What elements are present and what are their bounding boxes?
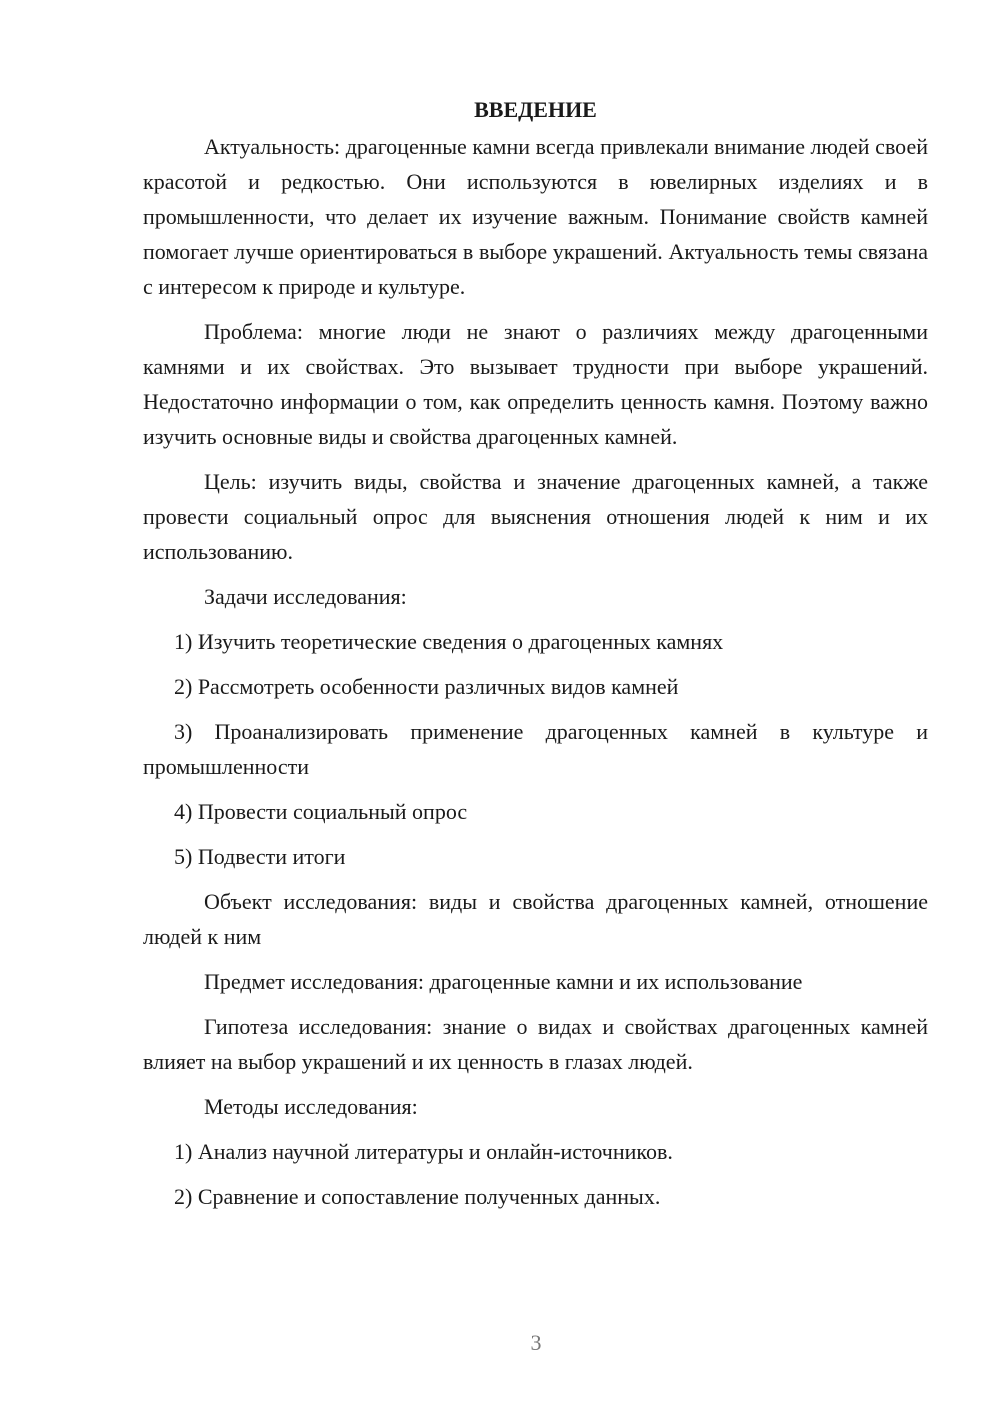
tasks-heading: Задачи исследования: [204, 584, 407, 609]
goal-paragraph: Цель: изучить виды, свойства и значение драгоценных камней, а также провести социальный опрос для выяснения отношения людей к ним и их использованию. [143, 469, 928, 564]
section-title: ВВЕДЕНИЕ [474, 97, 597, 122]
document-page [143, 92, 928, 1224]
page-number: 3 [530, 1330, 542, 1355]
task-item-3: 3) Проанализировать применение драгоценных камней в культуре и промышленности [143, 719, 928, 779]
method-item-2: 2) Сравнение и сопоставление полученных данных. [174, 1184, 661, 1209]
task-item-4: 4) Провести социальный опрос [174, 799, 468, 824]
problem-paragraph: Проблема: многие люди не знают о различиях между драгоценными камнями и их свойствах. Это вызывает трудности при выборе украшений. Недостаточно информации о том, как определить ценность камня. Поэтому важно изучить основные виды и свойства драгоценных камней. [143, 319, 928, 449]
task-item-5: 5) Подвести итоги [174, 844, 346, 869]
hypothesis-paragraph: Гипотеза исследования: знание о видах и свойствах драгоценных камней влияет на выбор украшений и их ценность в глазах людей. [143, 1014, 928, 1074]
task-item-1: 1) Изучить теоретические сведения о драгоценных камнях [174, 629, 724, 654]
methods-heading: Методы исследования: [204, 1094, 418, 1119]
subject-paragraph: Предмет исследования: драгоценные камни и их использование [204, 969, 803, 994]
method-item-1: 1) Анализ научной литературы и онлайн-источников. [174, 1139, 673, 1164]
task-item-2: 2) Рассмотреть особенности различных видов камней [174, 674, 679, 699]
object-paragraph: Объект исследования: виды и свойства драгоценных камней, отношение людей к ним [143, 889, 928, 949]
relevance-paragraph: Актуальность: драгоценные камни всегда привлекали внимание людей своей красотой и редкостью. Они используются в ювелирных изделиях и в промышленности, что делает их изучение важным. Понимание свойств камней помогает лучше ориентироваться в выборе украшений. Актуальность темы связана с интересом к природе и культуре. [143, 134, 928, 299]
